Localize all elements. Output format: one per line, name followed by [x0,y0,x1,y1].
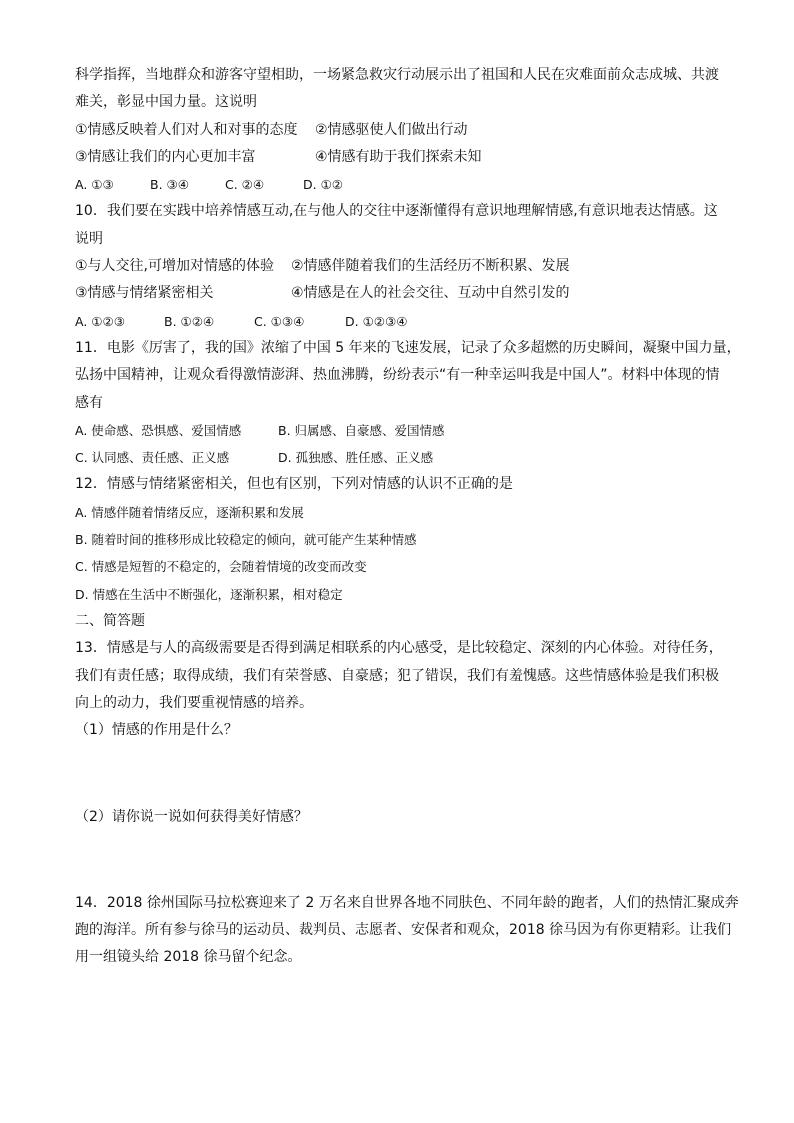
q13-sub-question-2: （2）请你说一说如何获得美好情感？ [75,809,308,826]
q13-stem-line-2: 我们有责任感；取得成绩，我们有荣誉感、自豪感；犯了错误，我们有羞愧感。这些情感体验是我们积极 [75,667,719,684]
section-title: 二、简答题 [75,612,145,629]
question-9 [75,62,725,198]
q13-sub-question-1: （1）情感的作用是什么？ [75,722,238,739]
q9-option-c: C. ②④ [225,177,265,193]
q9-stem-line-1: 科学指挥，当地群众和游客守望相助，一场紧急救灾行动展示出了祖国和人民在灾难面前众志成城、共渡 [75,67,719,83]
question-13 [75,635,725,889]
q10-items-row-1 [75,253,725,280]
q14-stem-line-2: 跑的海洋。所有参与徐马的运动员、裁判员、志愿者、安保者和观众，2018 徐马因为有你更精彩。让我们 [75,922,732,939]
q11-option-a: A. 使命感、恐惧感、爱国情感 [75,422,242,438]
q10-item-3: ③情感与情绪紧密相关 [75,285,214,302]
question-11 [75,335,741,471]
q13-stem-line-3: 向上的动力，我们要重视情感的培养。 [75,694,313,711]
q10-option-b: B. ①②④ [164,313,215,329]
q12-option-a: A. 情感伴随着情绪反应，逐渐积累和发展 [75,504,304,520]
answer-space-1 [75,744,725,804]
q11-option-b: B. 归属感、自豪感、爱国情感 [278,422,445,438]
q11-options-row-2 [75,444,725,471]
q12-stem: 12．情感与情绪紧密相关，但也有区别，下列对情感的认识不正确的是 [75,476,513,493]
q10-option-d: D. ①②③④ [345,313,408,329]
q12-option-d: D. 情感在生活中不断强化，逐渐积累，相对稳定 [75,586,343,602]
q13-stem-line-1: 13．情感是与人的高级需要是否得到满足相联系的内心感受，是比较稳定、深刻的内心体验。对待任务， [75,640,723,657]
q10-items-row-2 [75,280,725,307]
q10-item-1: ①与人交往,可增加对情感的体验 [75,258,275,275]
q10-option-a: A. ①②③ [75,313,125,329]
q11-stem-line-3: 感有 [75,394,103,411]
q9-item-2: ②情感驱使人们做出行动 [315,121,468,138]
q11-options-row-1 [75,417,725,444]
q10-stem-line-2: 说明 [75,230,103,247]
exam-page [75,62,741,972]
q9-options [75,171,725,198]
q9-option-d: D. ①② [303,177,343,193]
q9-item-4: ④情感有助于我们探索未知 [315,148,482,165]
q11-option-c: C. 认同感、责任感、正义感 [75,450,230,466]
q9-option-a: A. ①③ [75,177,114,193]
q10-item-2: ②情感伴随着我们的生活经历不断积累、发展 [291,258,570,275]
q12-option-c: C. 情感是短暂的不稳定的，会随着情境的改变而改变 [75,559,367,575]
q9-items-row-1 [75,117,725,144]
q10-options [75,308,725,335]
q14-stem-line-3: 用一组镜头给 2018 徐马留个纪念。 [75,949,302,966]
q14-stem-line-1: 14．2018 徐州国际马拉松赛迎来了 2 万名来自世界各地不同肤色、不同年龄的跑者，人们的热情汇聚成奔 [75,894,739,911]
question-12 [75,471,725,607]
q9-option-b: B. ③④ [150,177,189,193]
q10-option-c: C. ①③④ [254,313,305,329]
q10-item-4: ④情感是在人的社会交往、互动中自然引发的 [291,285,570,302]
q10-stem-line-1: 10．我们要在实践中培养情感互动,在与他人的交往中逐渐懂得有意识地理解情感,有意识地表达情感。这 [75,203,718,220]
q11-stem-line-2: 弘扬中国精神，让观众看得激情澎湃、热血沸腾，纷纷表示“有一种幸运叫我是中国人”。材料中体现的情 [75,367,720,384]
q9-item-1: ①情感反映着人们对人和对事的态度 [75,121,298,138]
q9-stem-line-2: 难关，彰显中国力量。这说明 [75,94,257,111]
question-10 [75,198,725,334]
question-14 [75,890,739,972]
answer-space-2 [75,832,725,890]
q9-item-3: ③情感让我们的内心更加丰富 [75,148,256,165]
q11-stem-line-1: 11．电影《厉害了，我的国》浓缩了中国 5 年来的飞速发展，记录了众多超燃的历史瞬间，凝聚中国力量， [75,339,741,356]
q9-items-row-2 [75,144,725,171]
q11-option-d: D. 孤独感、胜任感、正义感 [278,450,434,466]
q12-option-b: B. 随着时间的推移形成比较稳定的倾向，就可能产生某种情感 [75,532,417,548]
